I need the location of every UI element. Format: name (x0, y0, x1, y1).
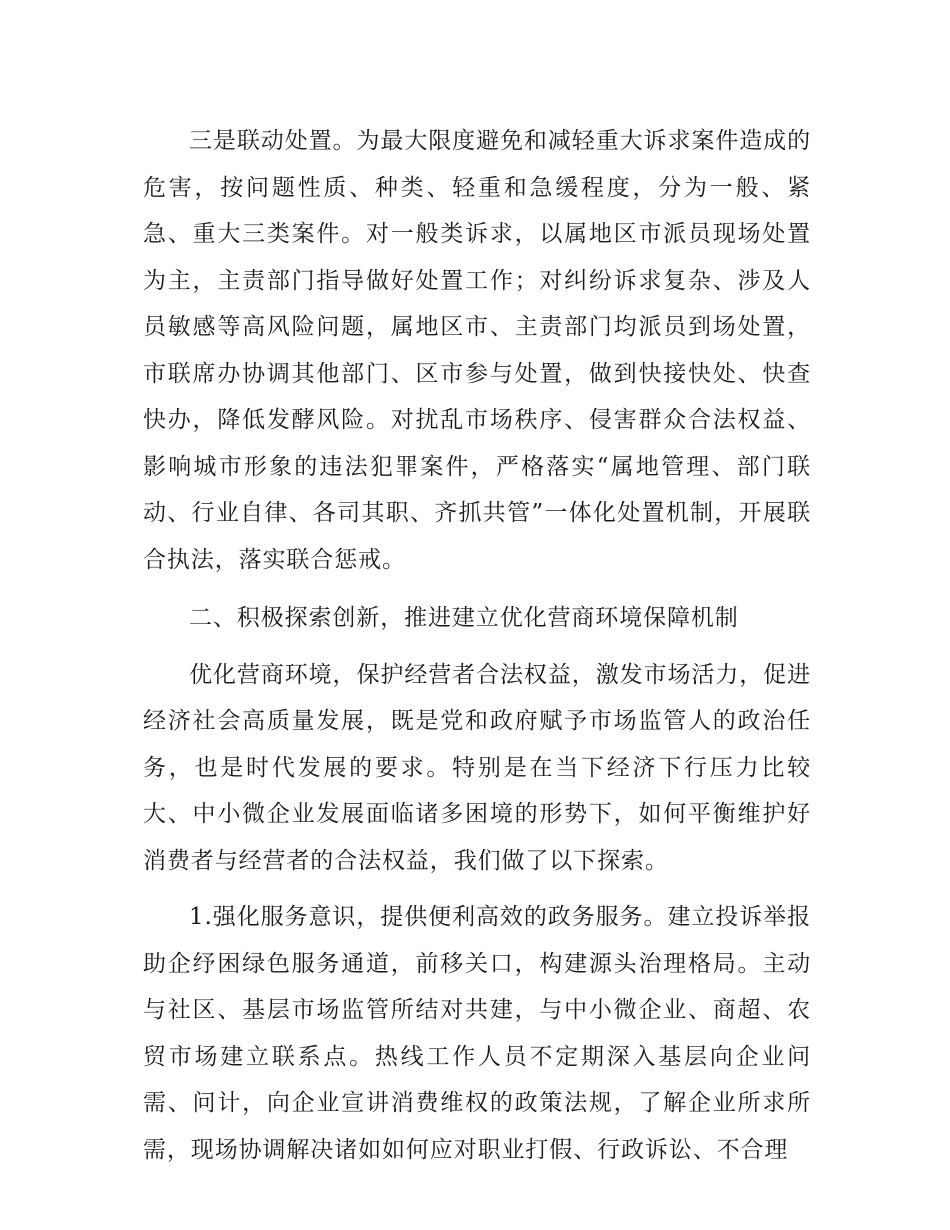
paragraph-service-awareness: 1.强化服务意识，提供便利高效的政务服务。建立投诉举报助企纾困绿色服务通道，前移关口，构建源头治理格局。主动与社区、基层市场监管所结对共建，与中小微企业、商超、农贸市场建立联系点。热线工作人员不定期深入基层向企业问需、问计，向企业宣讲消费维权的政策法规，了解企业所求所需，现场协调解决诸如如何应对职业打假、行政诉讼、不合理 (143, 904, 811, 1163)
paragraph-linkage-disposal: 三是联动处置。为最大限度避免和减轻重大诉求案件造成的危害，按问题性质、种类、轻重和急缓程度，分为一般、紧急、重大三类案件。对一般类诉求，以属地区市派员现场处置为主，主责部门指导做好处置工作；对纠纷诉求复杂、涉及人员敏感等高风险问题，属地区市、主责部门均派员到场处置，市联席办协调其他部门、区市参与处置，做到快接快处、快查快办，降低发酵风险。对扰乱市场秩序、侵害群众合法权益、影响城市形象的违法犯罪案件，严格落实“属地管理、部门联动、行业自律、各司其职、齐抓共管”一体化处置机制，开展联合执法，落实联合惩戒。 (143, 128, 811, 573)
document-body (143, 118, 811, 1173)
section-heading: 二、积极探索创新，推进建立优化营商环境保障机制 (189, 605, 739, 631)
paragraph-business-environment: 优化营商环境，保护经营者合法权益，激发市场活力，促进经济社会高质量发展，既是党和政府赋予市场监管人的政治任务，也是时代发展的要求。特别是在当下经济下行压力比较大、中小微企业发展面临诸多困境的形势下，如何平衡维护好消费者与经营者的合法权益，我们做了以下探索。 (143, 661, 811, 874)
